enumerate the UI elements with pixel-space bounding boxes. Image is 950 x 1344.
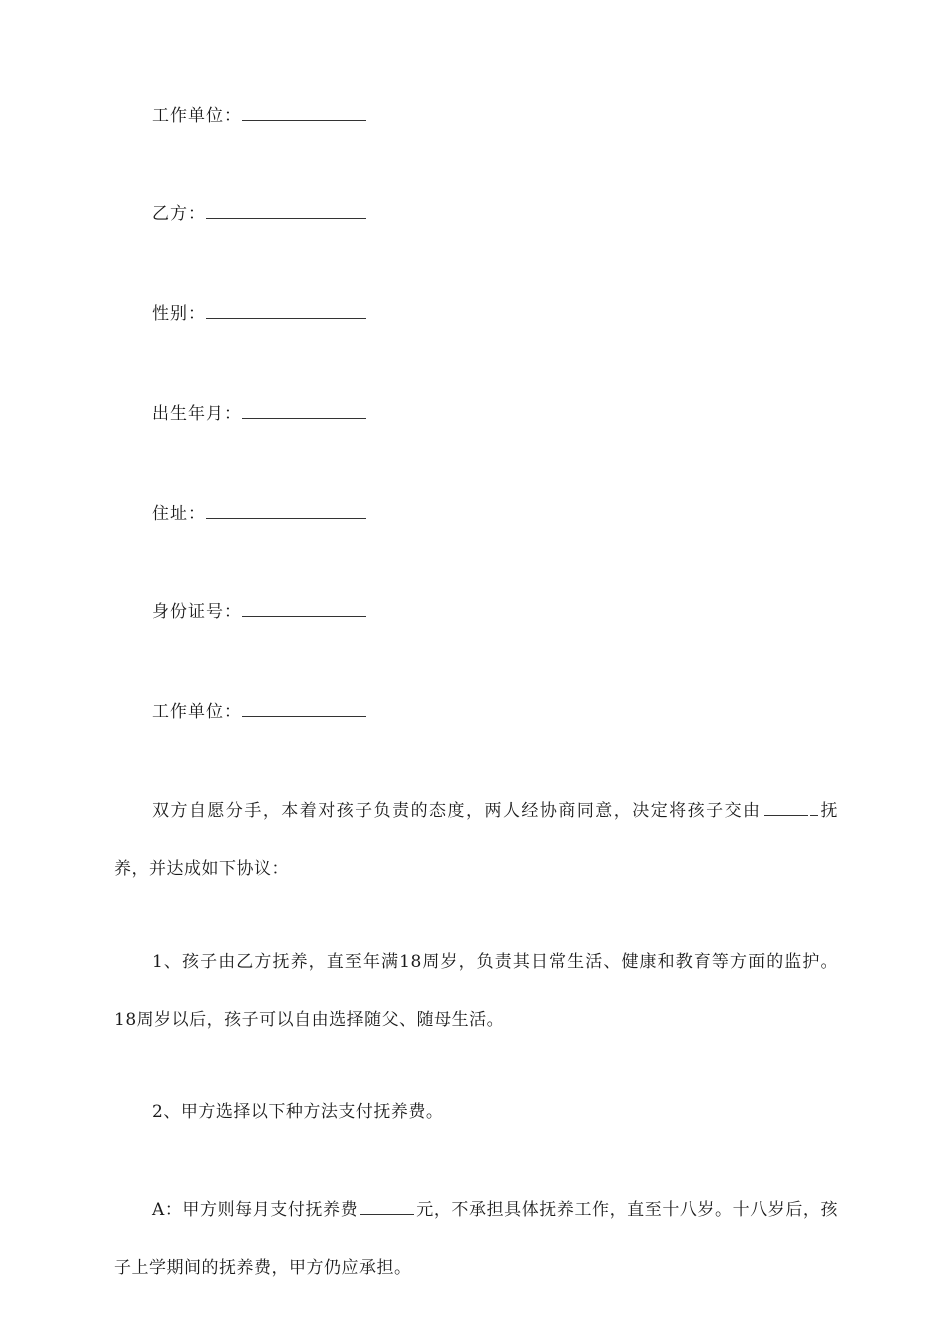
blank-line[interactable] [360, 1200, 414, 1215]
blank-line[interactable] [206, 502, 366, 519]
paragraph-text: 抚养，并达成如下协议： [114, 801, 839, 879]
paragraph-text: 元，不承担具体抚养工作，直至十八岁。十八岁后，孩子上学期间的抚养费，甲方仍应承担。 [114, 1200, 838, 1278]
field-label: 乙方： [152, 204, 206, 224]
blank-line[interactable] [242, 104, 366, 121]
blank-line[interactable] [242, 600, 366, 617]
field-party-b [152, 202, 366, 226]
field-label: 出生年月： [152, 404, 242, 424]
paragraph-text: 2、甲方选择以下种方法支付抚养费。 [152, 1102, 444, 1122]
field-label: 住址： [152, 504, 206, 524]
paragraph-text: 双方自愿分手，本着对孩子负责的态度，两人经协商同意，决定将孩子交由 [152, 801, 762, 821]
field-label: 身份证号： [152, 602, 242, 622]
field-address [152, 502, 366, 526]
field-gender [152, 302, 366, 326]
field-id-number [152, 600, 366, 624]
blank-line[interactable] [206, 202, 366, 219]
paragraph-clause-1 [114, 933, 838, 1049]
paragraph-clause-2 [114, 1083, 838, 1141]
field-work-unit-a [152, 104, 366, 128]
field-label: 工作单位： [152, 702, 242, 722]
blank-line[interactable] [206, 302, 366, 319]
blank-line[interactable] [764, 801, 808, 816]
paragraph-intro [114, 782, 838, 898]
field-label: 性别： [152, 304, 206, 324]
field-label: 工作单位： [152, 106, 242, 126]
paragraph-clause-a [114, 1181, 838, 1297]
blank-line[interactable] [242, 402, 366, 419]
paragraph-text: A：甲方则每月支付抚养费 [152, 1200, 359, 1220]
blank-line[interactable] [810, 801, 818, 816]
field-work-unit-b [152, 700, 366, 724]
field-birth-date [152, 402, 366, 426]
blank-line[interactable] [242, 700, 366, 717]
paragraph-text: 1、孩子由乙方抚养，直至年满18周岁，负责其日常生活、健康和教育等方面的监护。18周岁以后，孩子可以自由选择随父、随母生活。 [114, 952, 838, 1030]
